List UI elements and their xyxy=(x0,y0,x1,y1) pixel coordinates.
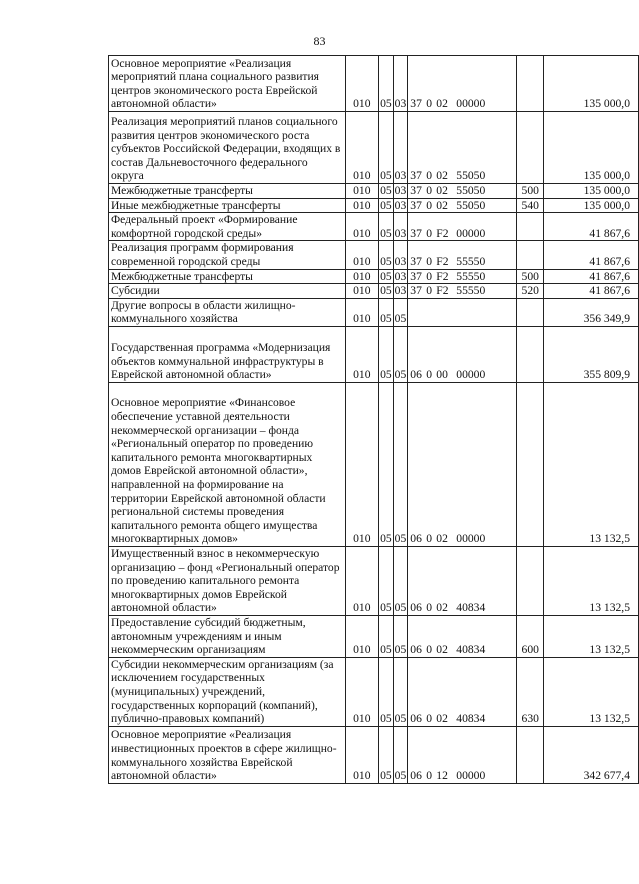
row-amount: 13 132,5 xyxy=(544,615,639,657)
target-program-code: 37 xyxy=(410,284,422,298)
row-subsection-code: 05 xyxy=(393,546,408,615)
target-subprogram-code: 0 xyxy=(426,184,433,197)
row-name: Имущественный взнос в некоммерческую организацию – фонд «Региональный оператор по проведению капитального ремонта многоквартирных домов Еврейской автономной области» xyxy=(109,546,346,615)
row-ministry-code: 010 xyxy=(345,298,379,326)
row-ministry-code: 010 xyxy=(345,56,379,112)
row-expense-kind: 520 xyxy=(517,284,544,299)
target-main-code: F2 xyxy=(436,269,449,283)
target-program-code: 37 xyxy=(410,169,422,183)
row-target-code xyxy=(408,382,517,546)
row-section-code: 05 xyxy=(380,269,392,283)
row-amount: 41 867,6 xyxy=(544,284,639,299)
target-main-code: 02 xyxy=(436,643,448,657)
row-target-code xyxy=(408,615,517,657)
row-target-code xyxy=(408,213,517,241)
row-expense-kind xyxy=(517,726,544,783)
row-name: Межбюджетные трансферты xyxy=(109,184,346,199)
row-expense-kind: 630 xyxy=(517,657,544,726)
target-main-code: 02 xyxy=(436,601,448,615)
row-section-code: 05 xyxy=(379,241,394,269)
target-main-code: 02 xyxy=(436,712,448,726)
row-amount: 135 000,0 xyxy=(544,198,639,213)
row-amount: 356 349,9 xyxy=(544,298,639,326)
table-body xyxy=(109,56,639,784)
row-ministry-code: 010 xyxy=(345,284,379,299)
target-subprogram-code: 0 xyxy=(426,169,433,183)
row-section-code: 05 xyxy=(379,112,394,184)
row-ministry-code: 010 xyxy=(345,198,379,213)
row-expense-kind xyxy=(517,56,544,112)
table-row xyxy=(109,298,639,326)
target-direction-code: 55550 xyxy=(456,254,486,268)
row-subsection-code: 03 xyxy=(393,213,408,241)
row-name: Основное мероприятие «Реализация мероприятий плана социального развития центров экономического роста Еврейской автономной области» xyxy=(109,56,346,112)
target-main-code: 02 xyxy=(436,184,448,197)
target-subprogram-code: 0 xyxy=(426,269,433,283)
target-program-code: 06 xyxy=(410,368,422,382)
row-section-code: 05 xyxy=(379,726,394,783)
target-direction-code: 00000 xyxy=(456,532,486,546)
target-program-code: 37 xyxy=(410,184,422,197)
target-main-code: 02 xyxy=(436,97,448,111)
row-section-code: 05 xyxy=(379,546,394,615)
row-subsection-code: 05 xyxy=(393,382,408,546)
row-target-code xyxy=(408,326,517,382)
row-subsection-code: 03 xyxy=(394,269,407,283)
row-target-code xyxy=(408,284,517,299)
target-direction-code: 00000 xyxy=(456,769,486,783)
target-subprogram-code: 0 xyxy=(426,198,433,212)
table-row xyxy=(109,382,639,546)
row-name: Межбюджетные трансферты xyxy=(109,269,346,284)
target-main-code: 02 xyxy=(436,169,448,183)
row-ministry-code: 010 xyxy=(345,615,379,657)
row-name: Субсидии некоммерческим организациям (за исключением государственных (муниципальных) учреждений, государственных корпораций (компаний), публично-правовых компаний) xyxy=(109,657,346,726)
row-section-code: 05 xyxy=(379,213,394,241)
row-ministry-code: 010 xyxy=(345,726,379,783)
row-section-code: 05 xyxy=(379,657,394,726)
table-row xyxy=(109,241,639,269)
target-program-code: 37 xyxy=(410,254,422,268)
row-section-code: 05 xyxy=(379,615,394,657)
row-target-code xyxy=(408,198,517,213)
row-target-code xyxy=(408,269,517,284)
row-section-code: 05 xyxy=(380,284,392,298)
target-program-code: 06 xyxy=(410,643,422,657)
target-subprogram-code: 0 xyxy=(426,769,433,783)
row-amount: 41 867,6 xyxy=(544,269,639,284)
page-number: 83 xyxy=(313,34,326,48)
row-amount: 135 000,0 xyxy=(544,56,639,112)
target-program-code: 06 xyxy=(410,601,422,615)
row-name: Основное мероприятие «Реализация инвестиционных проектов в сфере жилищно-коммунального хозяйства Еврейской автономной области» xyxy=(109,726,346,783)
table-row xyxy=(109,284,639,299)
target-direction-code: 40834 xyxy=(456,643,486,657)
target-main-code: F2 xyxy=(436,284,449,298)
row-subsection-code: 05 xyxy=(393,326,408,382)
row-amount: 135 000,0 xyxy=(544,112,639,184)
row-name: Иные межбюджетные трансферты xyxy=(109,198,346,213)
row-subsection-code: 03 xyxy=(394,284,407,298)
row-name: Государственная программа «Модернизация объектов коммунальной инфраструктуры в Еврейской автономной области» xyxy=(109,326,346,382)
target-main-code: 00 xyxy=(436,368,448,382)
row-expense-kind xyxy=(517,241,544,269)
target-direction-code: 00000 xyxy=(456,97,486,111)
row-section-code: 05 xyxy=(379,326,394,382)
row-target-code xyxy=(408,657,517,726)
row-expense-kind: 500 xyxy=(517,269,544,284)
table-row xyxy=(109,615,639,657)
table-row xyxy=(109,546,639,615)
target-direction-code: 55050 xyxy=(456,169,486,183)
row-name: Федеральный проект «Формирование комфортной городской среды» xyxy=(109,213,346,241)
row-subsection-code: 05 xyxy=(393,726,408,783)
target-direction-code: 40834 xyxy=(456,601,486,615)
target-program-code: 06 xyxy=(410,532,422,546)
row-name: Реализация программ формирования современной городской среды xyxy=(109,241,346,269)
row-subsection-code: 03 xyxy=(393,241,408,269)
row-name: Предоставление субсидий бюджетным, автономным учреждениям и иным некоммерческим организациям xyxy=(109,615,346,657)
row-name: Субсидии xyxy=(109,284,346,299)
target-main-code: F2 xyxy=(436,254,449,268)
row-amount: 355 809,9 xyxy=(544,326,639,382)
row-section-code: 05 xyxy=(380,198,392,212)
row-amount: 13 132,5 xyxy=(544,382,639,546)
row-target-code xyxy=(408,112,517,184)
target-direction-code: 55550 xyxy=(456,284,486,298)
row-subsection-code: 05 xyxy=(393,615,408,657)
target-program-code: 37 xyxy=(410,269,422,283)
target-program-code: 37 xyxy=(410,97,422,111)
row-amount: 342 677,4 xyxy=(544,726,639,783)
table-row xyxy=(109,56,639,112)
target-main-code: 02 xyxy=(436,532,448,546)
target-main-code: 12 xyxy=(436,769,448,783)
row-ministry-code: 010 xyxy=(345,269,379,284)
target-subprogram-code: 0 xyxy=(426,532,433,546)
table-row xyxy=(109,184,639,199)
table-row xyxy=(109,112,639,184)
row-ministry-code: 010 xyxy=(345,546,379,615)
table-row xyxy=(109,726,639,783)
row-name: Основное мероприятие «Финансовое обеспечение уставной деятельности некоммерческой организации – фонда «Региональный оператор по проведению капитального ремонта многоквартирных домов Еврейской автономной области», направленной на формирование на территории Еврейской автономной области региональной системы проведения капитального ремонта общего имущества многоквартирных домов» xyxy=(109,382,346,546)
target-direction-code: 40834 xyxy=(456,712,486,726)
row-amount: 135 000,0 xyxy=(544,184,639,199)
target-subprogram-code: 0 xyxy=(426,254,433,268)
row-section-code: 05 xyxy=(380,184,392,197)
target-subprogram-code: 0 xyxy=(426,284,433,298)
row-subsection-code: 05 xyxy=(393,657,408,726)
target-program-code: 06 xyxy=(410,712,422,726)
row-target-code xyxy=(408,184,517,199)
target-program-code: 06 xyxy=(410,769,422,783)
row-name: Реализация мероприятий планов социального развития центров экономического роста субъектов Российской Федерации, входящих в состав Дальневосточного федерального округа xyxy=(109,112,346,184)
target-direction-code: 55550 xyxy=(456,269,486,283)
row-target-code xyxy=(408,546,517,615)
row-expense-kind xyxy=(517,326,544,382)
row-name: Другие вопросы в области жилищно-коммунального хозяйства xyxy=(109,298,346,326)
target-subprogram-code: 0 xyxy=(426,368,433,382)
target-direction-code: 55050 xyxy=(456,184,486,197)
row-ministry-code: 010 xyxy=(345,382,379,546)
row-expense-kind xyxy=(517,112,544,184)
row-expense-kind xyxy=(517,546,544,615)
row-ministry-code: 010 xyxy=(345,213,379,241)
row-target-code xyxy=(408,241,517,269)
target-main-code: 02 xyxy=(436,198,448,212)
target-direction-code: 00000 xyxy=(456,226,486,240)
row-expense-kind: 500 xyxy=(517,184,544,199)
row-target-code xyxy=(408,298,517,326)
target-subprogram-code: 0 xyxy=(426,712,433,726)
target-subprogram-code: 0 xyxy=(426,601,433,615)
row-subsection-code: 03 xyxy=(393,56,408,112)
row-ministry-code: 010 xyxy=(345,184,379,199)
table-row xyxy=(109,198,639,213)
row-subsection-code: 05 xyxy=(393,298,408,326)
row-ministry-code: 010 xyxy=(345,241,379,269)
row-expense-kind xyxy=(517,382,544,546)
row-expense-kind xyxy=(517,213,544,241)
target-program-code: 37 xyxy=(410,198,422,212)
row-target-code xyxy=(408,726,517,783)
row-ministry-code: 010 xyxy=(345,326,379,382)
row-section-code: 05 xyxy=(379,56,394,112)
table-row xyxy=(109,213,639,241)
row-amount: 13 132,5 xyxy=(544,546,639,615)
table-row xyxy=(109,269,639,284)
row-ministry-code: 010 xyxy=(345,112,379,184)
table-row xyxy=(109,657,639,726)
row-amount: 41 867,6 xyxy=(544,241,639,269)
row-subsection-code: 03 xyxy=(393,112,408,184)
target-direction-code: 00000 xyxy=(456,368,486,382)
target-subprogram-code: 0 xyxy=(426,97,433,111)
target-direction-code: 55050 xyxy=(456,198,486,212)
target-subprogram-code: 0 xyxy=(426,226,433,240)
row-section-code: 05 xyxy=(379,382,394,546)
row-amount: 13 132,5 xyxy=(544,657,639,726)
table-row xyxy=(109,326,639,382)
target-main-code: F2 xyxy=(436,226,449,240)
row-subsection-code: 03 xyxy=(394,198,407,212)
row-subsection-code: 03 xyxy=(394,184,407,197)
row-target-code xyxy=(408,56,517,112)
row-expense-kind: 600 xyxy=(517,615,544,657)
row-section-code: 05 xyxy=(379,298,394,326)
row-ministry-code: 010 xyxy=(345,657,379,726)
target-program-code: 37 xyxy=(410,226,422,240)
target-subprogram-code: 0 xyxy=(426,643,433,657)
row-expense-kind xyxy=(517,298,544,326)
row-expense-kind: 540 xyxy=(517,198,544,213)
row-amount: 41 867,6 xyxy=(544,213,639,241)
budget-table xyxy=(108,55,639,784)
